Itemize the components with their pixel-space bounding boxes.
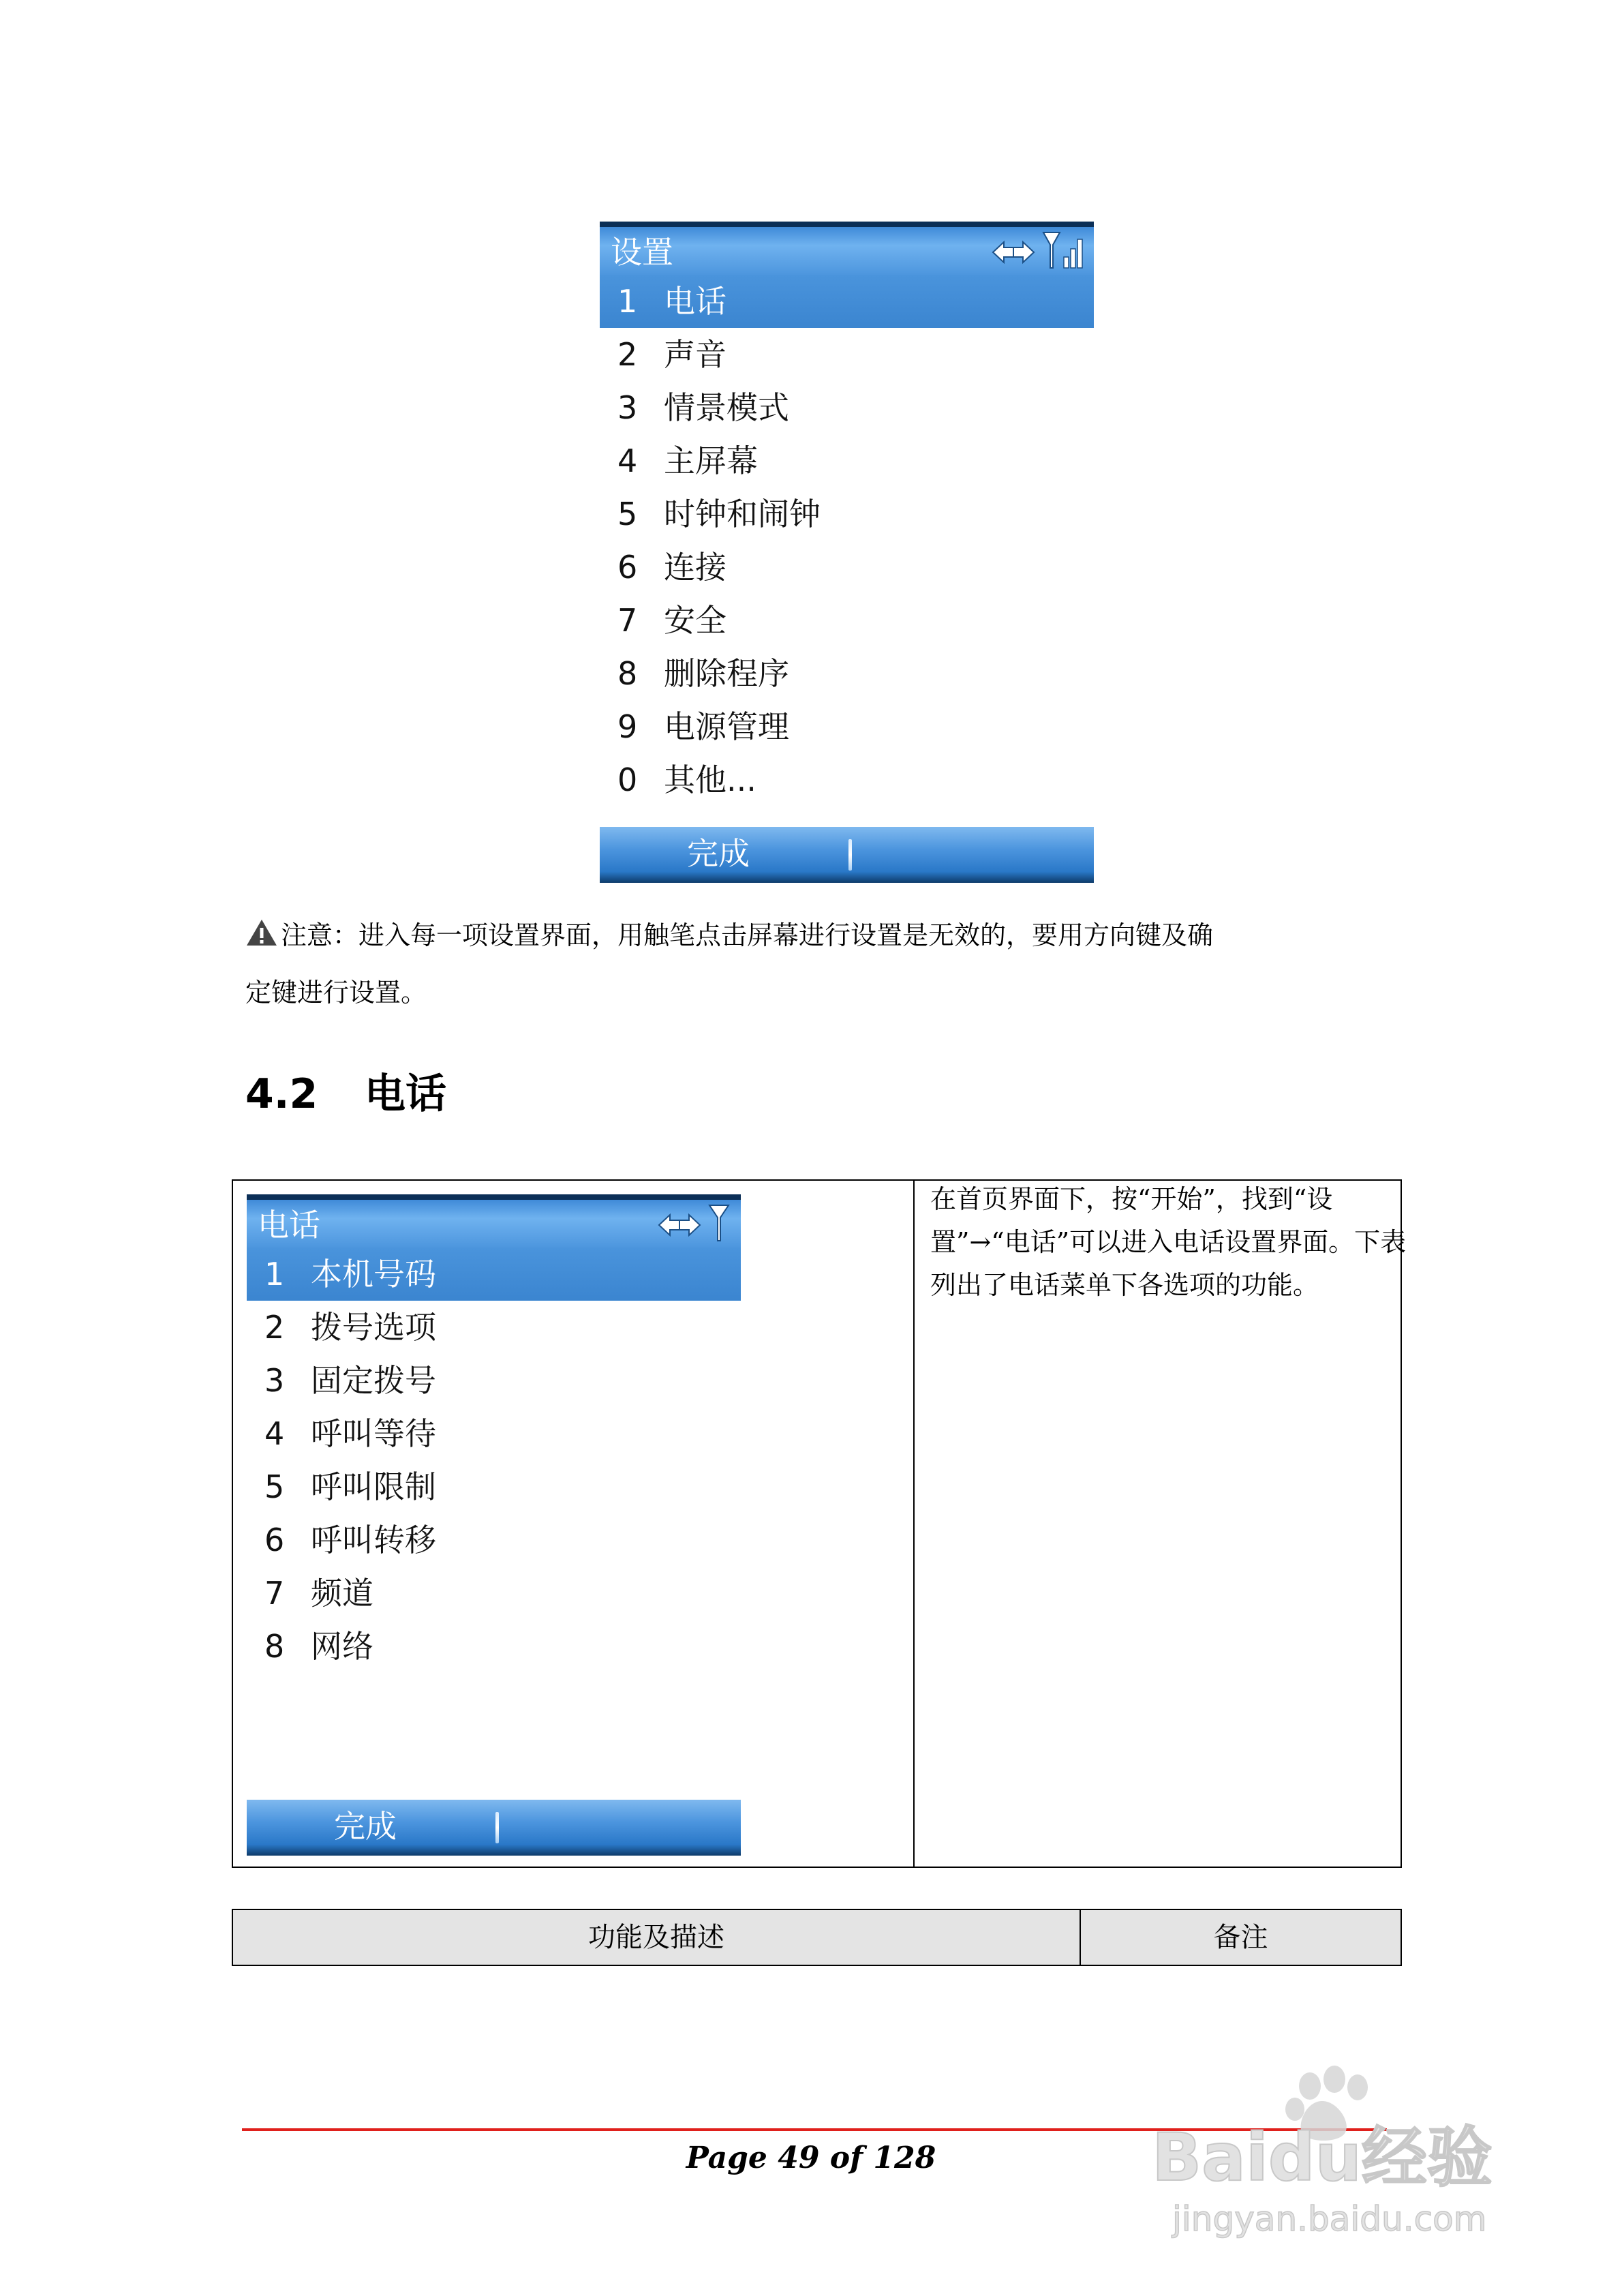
done-softkey[interactable]: 完成 bbox=[334, 1808, 397, 1845]
svg-text:Baidu经验: Baidu经验 bbox=[1152, 2119, 1493, 2196]
settings-title-bar bbox=[600, 222, 1094, 275]
menu-item-call-waiting[interactable]: 4 呼叫等待 bbox=[264, 1415, 436, 1452]
table-cell-divider bbox=[913, 1181, 915, 1867]
note-text-line1: 注意：进入每一项设置界面，用触笔点击屏幕进行设置是无效的，要用方向键及确 bbox=[281, 920, 1214, 950]
menu-item-remove-programs[interactable]: 8 删除程序 bbox=[617, 655, 789, 692]
phone-softkey-bar bbox=[247, 1800, 741, 1856]
settings-screen bbox=[600, 222, 1094, 883]
menu-item-profiles[interactable]: 3 情景模式 bbox=[617, 389, 789, 426]
menu-item-network[interactable]: 8 网络 bbox=[264, 1628, 373, 1665]
softkey-separator bbox=[495, 1812, 499, 1843]
menu-item-dialing-options[interactable]: 2 拨号选项 bbox=[264, 1309, 436, 1346]
baidu-watermark-logo bbox=[1152, 2059, 1533, 2250]
note-paragraph bbox=[245, 907, 1390, 964]
menu-item-my-number[interactable]: 1 本机号码 bbox=[247, 1248, 741, 1301]
svg-text:jingyan.baidu.com: jingyan.baidu.com bbox=[1172, 2199, 1487, 2239]
note-text-line2: 定键进行设置。 bbox=[245, 978, 427, 1008]
warning-icon bbox=[245, 918, 278, 947]
settings-title: 设置 bbox=[611, 234, 673, 271]
section-title: 电话 bbox=[365, 1070, 446, 1118]
menu-item-power[interactable]: 9 电源管理 bbox=[617, 708, 789, 745]
phone-title: 电话 bbox=[258, 1207, 320, 1243]
section-heading bbox=[245, 1067, 446, 1121]
connection-icon bbox=[989, 234, 1038, 271]
menu-item-sound[interactable]: 2 声音 bbox=[617, 336, 726, 373]
section-number: 4.2 bbox=[245, 1070, 318, 1118]
done-softkey[interactable]: 完成 bbox=[687, 835, 750, 872]
function-table-header bbox=[232, 1909, 1402, 1966]
antenna-icon bbox=[708, 1203, 731, 1243]
phone-settings-description: 在首页界面下，按“开始”，找到“设置”→“电话”可以进入电话设置界面。下表列出了电话菜单下各选项的功能。 bbox=[930, 1184, 1407, 1300]
menu-item-home-screen[interactable]: 4 主屏幕 bbox=[617, 442, 758, 479]
menu-item-connections[interactable]: 6 连接 bbox=[617, 549, 726, 586]
status-icons bbox=[655, 1203, 731, 1243]
settings-menu bbox=[600, 275, 1094, 806]
softkey-separator bbox=[848, 839, 852, 871]
menu-item-channels[interactable]: 7 频道 bbox=[264, 1575, 373, 1612]
page-number: Page 49 of 128 bbox=[686, 2141, 936, 2175]
connection-icon bbox=[655, 1207, 704, 1243]
menu-item-call-barring[interactable]: 5 呼叫限制 bbox=[264, 1468, 436, 1505]
status-icons bbox=[989, 230, 1084, 271]
signal-strength-icon bbox=[1042, 230, 1084, 271]
phone-menu bbox=[247, 1248, 741, 1673]
menu-item-clock-alarm[interactable]: 5 时钟和闹钟 bbox=[617, 496, 821, 532]
menu-item-phone[interactable]: 1 电话 bbox=[600, 275, 1094, 328]
settings-softkey-bar bbox=[600, 827, 1094, 883]
menu-item-fixed-dialing[interactable]: 3 固定拨号 bbox=[264, 1362, 436, 1399]
menu-item-security[interactable]: 7 安全 bbox=[617, 602, 726, 639]
menu-item-call-forwarding[interactable]: 6 呼叫转移 bbox=[264, 1522, 436, 1558]
phone-settings-screen bbox=[247, 1194, 741, 1856]
header-function-description: 功能及描述 bbox=[588, 1922, 724, 1953]
menu-item-more[interactable]: 0 其他... bbox=[617, 761, 756, 798]
header-remarks: 备注 bbox=[1213, 1922, 1268, 1953]
phone-title-bar bbox=[247, 1194, 741, 1248]
